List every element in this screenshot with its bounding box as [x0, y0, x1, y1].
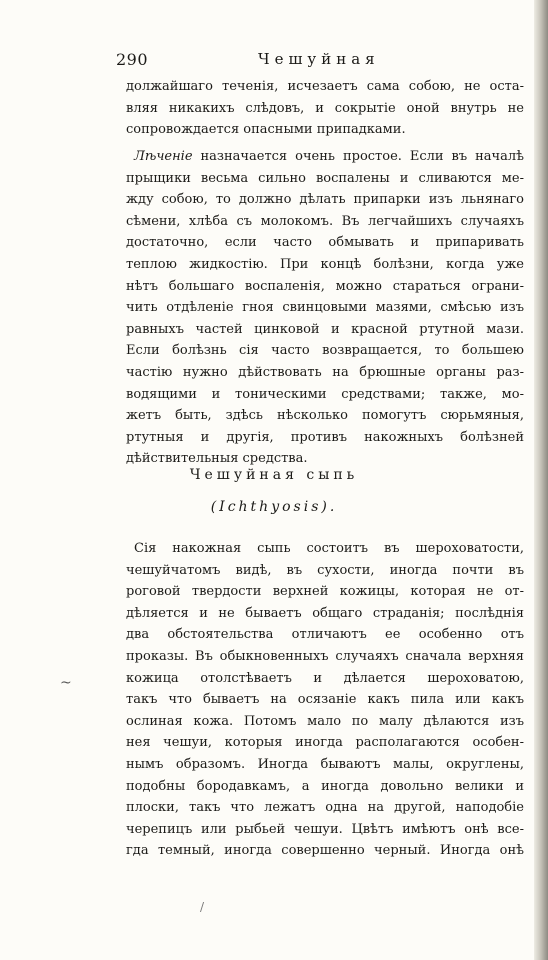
page-number: 290 — [116, 50, 149, 69]
margin-mark: ~ — [60, 675, 72, 691]
text-line: должайшаго теченія, исчезаетъ сама собою, не оста- — [126, 79, 524, 94]
text-line: гда темный, иногда совершенно черный. Иногда онѣ — [126, 843, 524, 859]
latin-name: (Ichthyosis). — [210, 499, 338, 515]
text-line: черепицъ или рыбьей чешуи. Цвѣтъ имѣютъ онѣ все- — [126, 821, 524, 837]
treatment-lead-word: Лѣченіе — [134, 149, 193, 164]
text-line — [126, 146, 524, 168]
text-line: дѣляется и не бываетъ общаго страданія; послѣднія — [126, 605, 524, 621]
text-line: чешуйчатомъ видѣ, въ сухости, иногда почти въ — [126, 562, 524, 578]
text-line: Сія накожная сыпь состоитъ въ шероховатости, — [134, 541, 524, 556]
text-line: жду собою, то должно дѣлать припарки изъ льнянаго — [126, 192, 524, 208]
text-line: нея чешуи, которыя иногда располагаются особен- — [126, 735, 524, 751]
text-line: нѣтъ большаго воспаленія, можно стараться ограни- — [126, 278, 524, 294]
text-line: два обстоятельства отличаютъ ее особенно отъ — [126, 627, 524, 643]
text-line: водящими и тоническими средствами; также, мо- — [126, 386, 524, 402]
text-line: вляя никакихъ слѣдовъ, и сокрытіе оной внутрь не — [126, 100, 524, 116]
paragraph-treatment — [126, 146, 524, 470]
text-line: ртутныя и другія, противъ накожныхъ болѣзней — [126, 429, 524, 445]
text-line: ослиная кожа. Потомъ мало по малу дѣлаются изъ — [126, 713, 524, 729]
text-line: проказы. Въ обыкновенныхъ случаяхъ сначала верхняя — [126, 648, 524, 664]
text-line: плоски, такъ что лежатъ одна на другой, наподобіе — [126, 800, 524, 816]
text-line: достаточно, если часто обмывать и припаривать — [126, 235, 524, 251]
text-line: дѣйствительныя средства. — [126, 451, 308, 467]
paragraph-continuation — [126, 76, 524, 141]
text-line: чить отдѣленіе гноя свинцовыми мазями, смѣсью изъ — [126, 300, 524, 316]
text-line: частію нужно дѣйствовать на брюшные органы раз- — [126, 364, 524, 380]
text-line: сопровождается опасными припадками. — [126, 122, 406, 138]
stray-mark: / — [200, 900, 205, 914]
text-line: нымъ образомъ. Иногда бываютъ малы, округлены, — [126, 756, 524, 772]
text-line: Если болѣзнь сія часто возвращается, то большею — [126, 343, 524, 359]
text-line: подобны бородавкамъ, а иногда довольно велики и — [126, 778, 524, 794]
treatment-first-line: назначается очень простое. Если въ началѣ — [192, 149, 524, 164]
text-line: кожица отолстѣваетъ и дѣлается шероховатою, — [126, 670, 524, 686]
running-title: Чешуйная — [258, 50, 380, 68]
text-line: равныхъ частей цинковой и красной ртутной мази. — [126, 321, 524, 337]
text-line: сѣмени, хлѣба съ молокомъ. Въ легчайшихъ случаяхъ — [126, 213, 524, 229]
section-heading: Чешуйная сыпь — [189, 467, 359, 483]
paragraph-description — [126, 538, 524, 862]
text-line: теплою жидкостію. При концѣ болѣзни, когда уже — [126, 256, 524, 272]
text-line: прыщики весьма сильно воспалены и сливаются ме- — [126, 170, 524, 186]
text-line: жетъ быть, здѣсь нѣсколько помогутъ сюрьмяныя, — [126, 408, 524, 424]
text-line: такъ что бываетъ на осязаніе какъ пила или какъ — [126, 692, 524, 708]
page-header — [0, 50, 548, 70]
text-line: роговой твердости верхней кожицы, которая не от- — [126, 584, 524, 600]
